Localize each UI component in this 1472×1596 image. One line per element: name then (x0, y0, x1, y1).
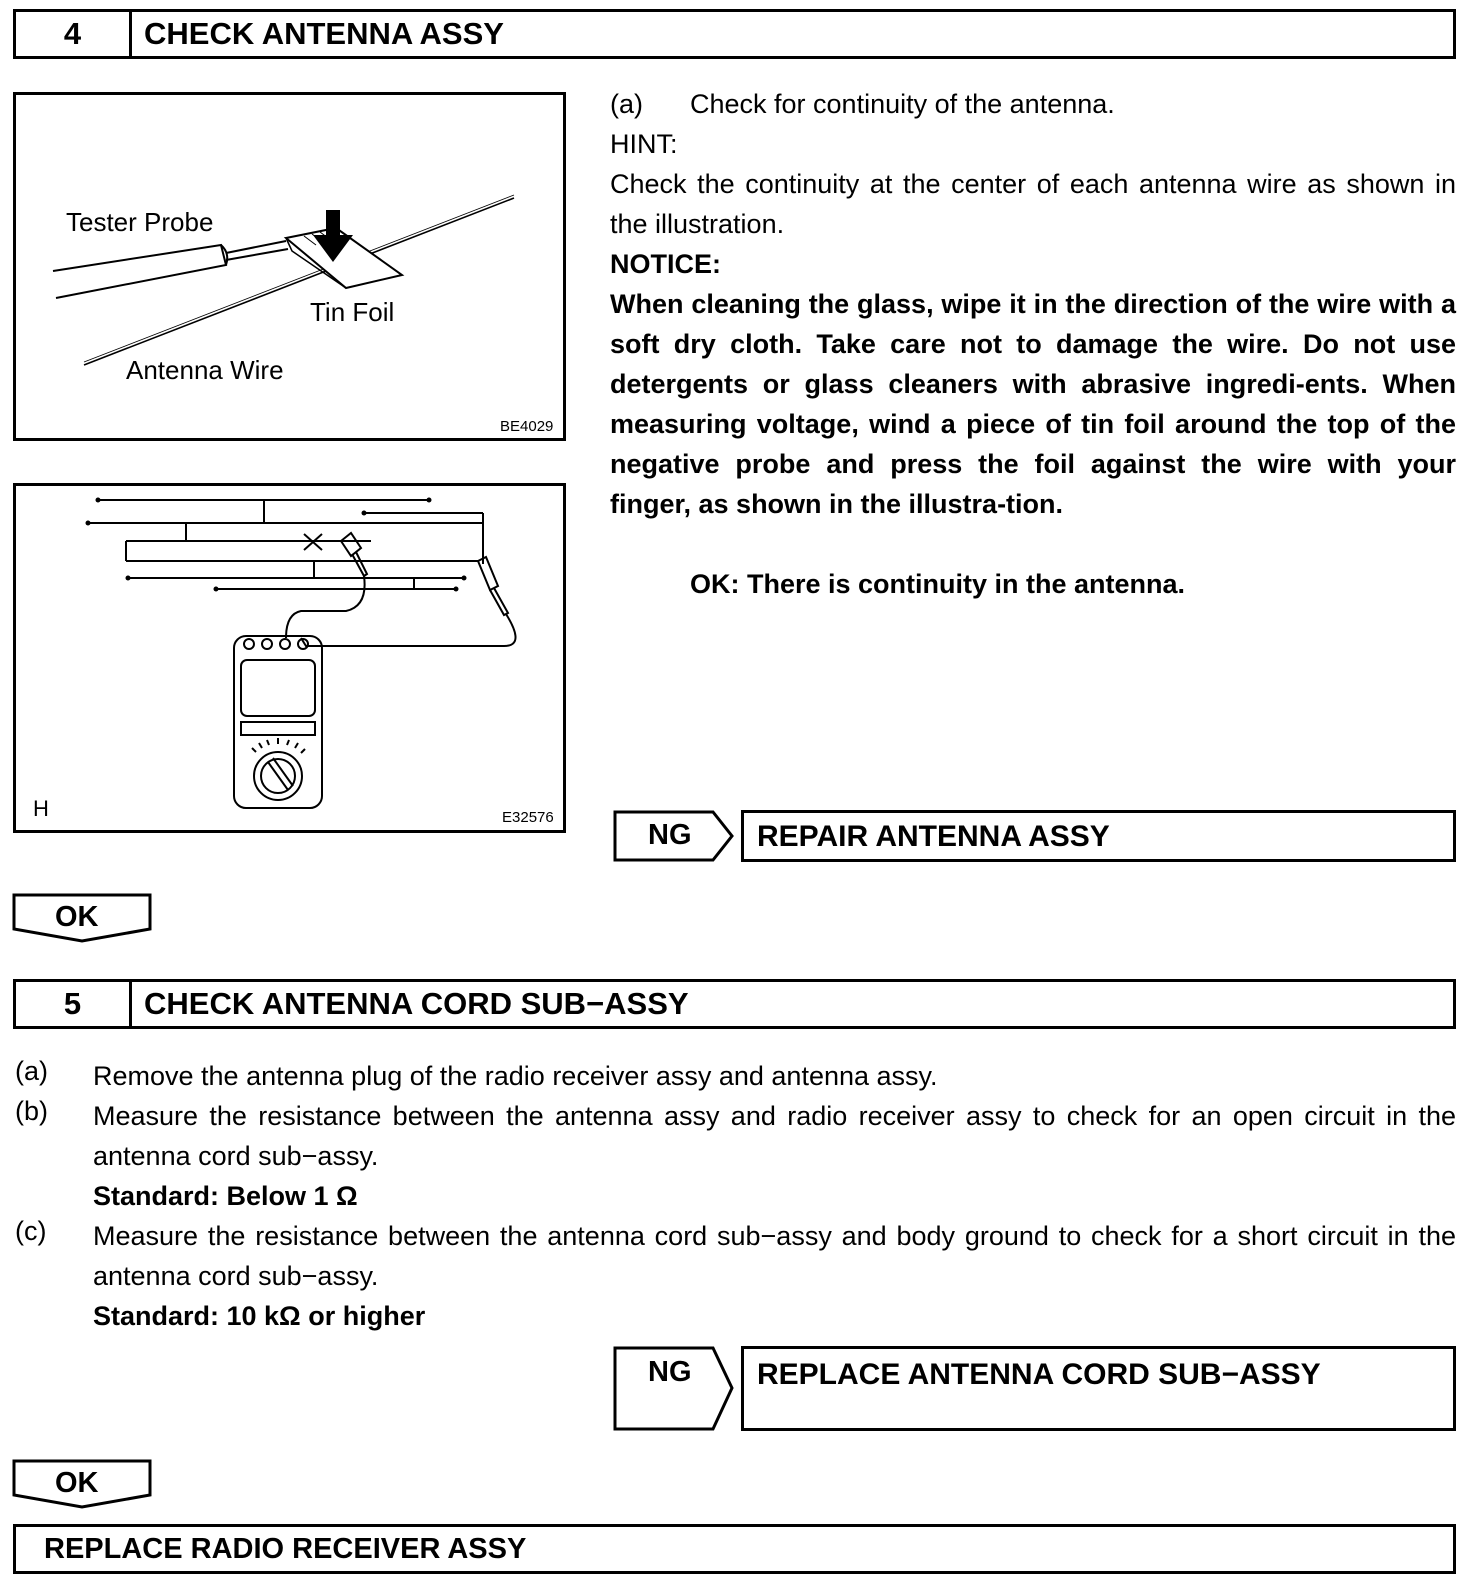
item-b-text: Measure the resistance between the antenna assy and radio receiver assy to check for an open circuit in the antenna cord sub−assy. (93, 1101, 1456, 1171)
instruction-a-key: (a) (610, 89, 643, 119)
ng-action-box (741, 1346, 1456, 1431)
instruction-a-text: Check for continuity of the antenna. (690, 89, 1115, 119)
notice-text: When cleaning the glass, wipe it in the direction of the wire with a soft dry cloth. Take care not to damage the wire. Do not use detergents or glass cleaners with abrasive ingredi-ents. When measuring voltage, wind a piece of tin foil around the top of the negative probe and press the foil against the wire with your finger, as shown in the illustra-tion. (610, 289, 1456, 519)
ok-label: OK (55, 901, 99, 933)
multimeter-illustration (16, 486, 569, 836)
hint-label: HINT: (610, 129, 678, 159)
tin-foil-label: Tin Foil (310, 297, 395, 327)
final-action-box (13, 1524, 1456, 1574)
ok-condition: OK: There is continuity in the antenna. (690, 569, 1186, 599)
hint-text: Check the continuity at the center of each antenna wire as shown in the illustration. (610, 169, 1456, 239)
antenna-probe-illustration (16, 95, 569, 444)
step-title: CHECK ANTENNA ASSY (144, 16, 504, 51)
tester-probe-label: Tester Probe (66, 207, 214, 237)
antenna-wire-label: Antenna Wire (126, 355, 284, 385)
figure-corner-letter: H (33, 796, 49, 821)
step-4-header (13, 9, 1456, 59)
final-action-text: REPLACE RADIO RECEIVER ASSY (44, 1532, 527, 1565)
item-b-key: (b) (15, 1096, 48, 1126)
step-number: 4 (16, 12, 132, 56)
standard-c: Standard: 10 kΩ or higher (93, 1301, 426, 1331)
item-a-key: (a) (15, 1056, 48, 1086)
item-a-text: Remove the antenna plug of the radio receiver assy and antenna assy. (93, 1061, 938, 1091)
step-title: CHECK ANTENNA CORD SUB−ASSY (144, 986, 689, 1021)
standard-b: Standard: Below 1 Ω (93, 1181, 358, 1211)
item-c-text: Measure the resistance between the antenna cord sub−assy and body ground to check for a short circuit in the antenna cord sub−assy. (93, 1221, 1456, 1291)
figure-code: E32576 (502, 809, 554, 826)
ok-label: OK (55, 1467, 99, 1499)
step-5-header (13, 979, 1456, 1029)
figure-code: BE4029 (500, 418, 554, 435)
antenna-continuity-figure (13, 483, 566, 833)
item-c-key: (c) (15, 1216, 47, 1246)
ng-label: NG (648, 819, 692, 851)
step-number: 5 (16, 982, 132, 1026)
notice-label: NOTICE: (610, 249, 721, 279)
ng-action-box (741, 810, 1456, 862)
ng-action-text: REPAIR ANTENNA ASSY (757, 820, 1110, 853)
ng-label: NG (648, 1356, 692, 1388)
antenna-probe-figure (13, 92, 566, 441)
ng-action-text: REPLACE ANTENNA CORD SUB−ASSY (757, 1358, 1321, 1391)
